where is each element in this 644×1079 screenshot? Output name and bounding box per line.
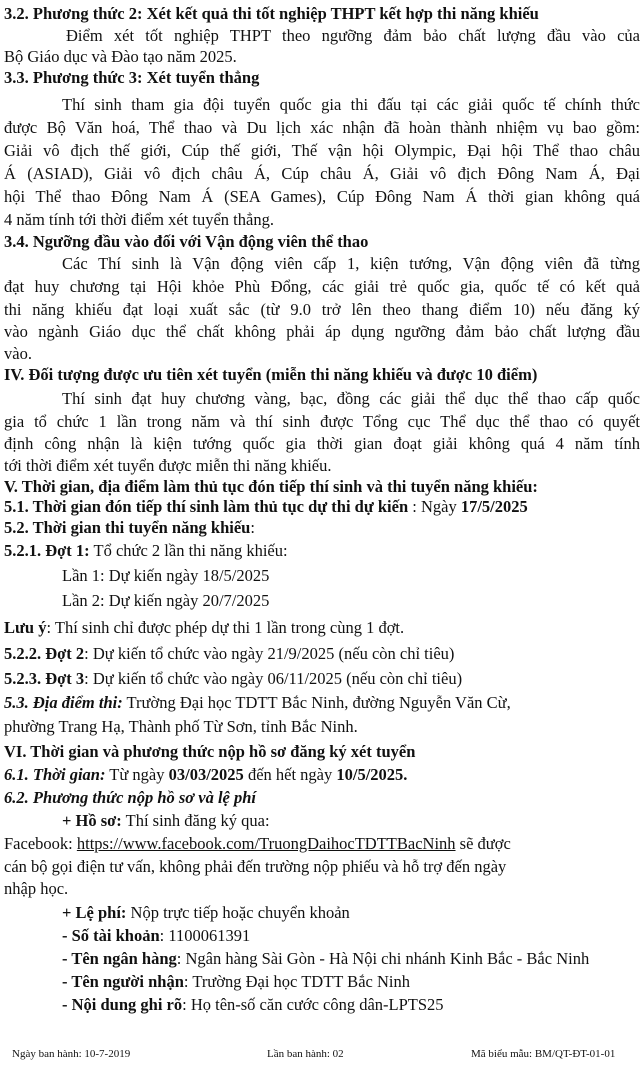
- fee-line: [62, 903, 640, 923]
- transfer-content-label: - Nội dung ghi rõ: [62, 995, 183, 1014]
- section-6-1-text: Từ ngày: [105, 765, 169, 784]
- recipient-label: - Tên người nhận: [62, 972, 184, 991]
- section-5-3-label: 5.3. Địa điểm thi:: [4, 693, 123, 712]
- section-4-line: Thí sinh đạt huy chương vàng, bạc, đồng các giải thể dục thể thao cấp quốc: [62, 389, 640, 408]
- section-3-4-line: Các Thí sinh là Vận động viên cấp 1, kiện tướng, Vận động viên đã từng: [62, 254, 640, 273]
- dossier-text: Thí sinh đăng ký qua:: [121, 811, 270, 830]
- section-5-2-2-label: 5.2.2. Đợt 2: [4, 644, 85, 663]
- facebook-tail: sẽ được: [455, 834, 511, 853]
- section-5-3-text: Trường Đại học TDTT Bắc Ninh, đường Nguyễn Văn Cừ,: [122, 693, 511, 712]
- account-number-label: - Số tài khoản: [62, 926, 160, 945]
- section-5-2-3-label: 5.2.3. Đợt 3: [4, 669, 85, 688]
- recipient-line: [62, 972, 640, 992]
- section-3-4-line: thi năng khiếu đạt loại xuất sắc (từ 9.0 trở lên theo thang điểm 10) nếu đăng ký: [4, 300, 640, 319]
- section-6-heading: VI. Thời gian và phương thức nộp hồ sơ đăng ký xét tuyển: [4, 742, 416, 761]
- section-3-2-line: Bộ Giáo dục và Đào tạo năm 2025.: [4, 47, 237, 66]
- section-5-1-label: 5.1. Thời gian đón tiếp thí sinh làm thủ tục dự thi dự kiến: [4, 497, 409, 516]
- section-3-3-line: 4 năm tính tới thời điểm xét tuyển thẳng.: [4, 210, 274, 229]
- transfer-content-text: : Họ tên-số căn cước công dân-LPTS25: [182, 995, 444, 1014]
- note-text: : Thí sinh chỉ được phép dự thi 1 lần trong cùng 1 đợt.: [46, 618, 405, 637]
- section-6-1-text: đến hết ngày: [243, 765, 337, 784]
- dossier-label: + Hồ sơ:: [62, 811, 122, 830]
- facebook-line: cán bộ gọi điện tư vấn, không phải đến trường nộp phiếu và hỗ trợ đến ngày: [4, 857, 507, 876]
- note-label: Lưu ý: [4, 618, 47, 637]
- section-6-1-line: [4, 765, 640, 785]
- footer-issue-date: Ngày ban hành: 10-7-2019: [12, 1048, 131, 1060]
- section-3-3-heading: 3.3. Phương thức 3: Xét tuyển thẳng: [4, 68, 260, 87]
- start-date: 03/03/2025: [168, 765, 244, 784]
- section-5-1-date: 17/5/2025: [460, 497, 528, 516]
- section-5-2-line: [4, 518, 640, 538]
- section-6-1-label: 6.1. Thời gian:: [4, 765, 106, 784]
- bank-name-line: [62, 949, 640, 969]
- section-5-2-2-text: : Dự kiến tổ chức vào ngày 21/9/2025 (nếu còn chỉ tiêu): [84, 644, 455, 663]
- footer-form-code: Mã biểu mẫu: BM/QT-ĐT-01-01: [471, 1048, 616, 1060]
- section-3-3-line: Giải vô địch thế giới, Cúp thế giới, Thế vận hội Olympic, Đại hội Thể thao châu: [4, 141, 640, 160]
- section-5-2-3-text: : Dự kiến tổ chức vào ngày 06/11/2025 (nếu còn chỉ tiêu): [84, 669, 463, 688]
- end-date: 10/5/2025.: [336, 765, 408, 784]
- fee-text: Nộp trực tiếp hoặc chuyển khoản: [126, 903, 350, 922]
- section-5-2-colon: :: [250, 518, 255, 537]
- section-4-line: tới thời điểm xét tuyển được miễn thi năng khiếu.: [4, 456, 332, 475]
- round-2-date: Lần 2: Dự kiến ngày 20/7/2025: [62, 591, 270, 610]
- note-line: [4, 618, 640, 638]
- facebook-label: Facebook:: [4, 834, 77, 853]
- bank-name-label: - Tên ngân hàng: [62, 949, 177, 968]
- section-5-2-label: 5.2. Thời gian thi tuyển năng khiếu: [4, 518, 251, 537]
- section-3-4-line: vào ngành Giáo dục thể chất không phải áp dụng ngưỡng đảm bảo chất lượng đầu: [4, 322, 640, 341]
- section-5-1-line: [4, 497, 640, 517]
- section-3-3-line: được Bộ Văn hoá, Thể thao và Du lịch xác nhận đã hoàn thành nhiệm vụ bao gồm:: [4, 118, 640, 137]
- section-4-heading: IV. Đối tượng được ưu tiên xét tuyển (miễn thi năng khiếu và được 10 điểm): [4, 365, 538, 384]
- section-5-heading: V. Thời gian, địa điểm làm thủ tục đón tiếp thí sinh và thi tuyển năng khiếu:: [4, 477, 538, 496]
- section-3-3-line: Thí sinh tham gia đội tuyển quốc gia thi đấu tại các giải quốc tế chính thức: [62, 95, 640, 114]
- round-1-date: Lần 1: Dự kiến ngày 18/5/2025: [62, 566, 270, 585]
- section-5-2-1-text: Tổ chức 2 lần thi năng khiếu:: [89, 541, 288, 560]
- facebook-line: [4, 834, 640, 854]
- section-3-3-line: hội Thể thao Đông Nam Á (SEA Games), Cúp Đông Nam Á thời gian không quá: [4, 187, 640, 206]
- facebook-line: nhập học.: [4, 879, 69, 898]
- bank-name-text: : Ngân hàng Sài Gòn - Hà Nội chi nhánh Kinh Bắc - Bắc Ninh: [176, 949, 590, 968]
- section-5-2-3-line: [4, 669, 640, 689]
- facebook-link[interactable]: https://www.facebook.com/TruongDaihocTDTTBacNinh: [76, 834, 456, 853]
- section-5-1-mid: : Ngày: [408, 497, 461, 516]
- section-5-3-line: [4, 693, 640, 713]
- account-number-line: [62, 926, 640, 946]
- dossier-line: [62, 811, 640, 831]
- section-3-4-line: đạt huy chương tại Hội khỏe Phù Đổng, các giải trẻ quốc gia, quốc tế có kết quả: [4, 277, 640, 296]
- fee-label: + Lệ phí:: [62, 903, 127, 922]
- section-3-4-heading: 3.4. Ngưỡng đầu vào đối với Vận động viên thể thao: [4, 232, 369, 251]
- section-5-2-2-line: [4, 644, 640, 664]
- section-6-2-heading: 6.2. Phương thức nộp hồ sơ và lệ phí: [4, 788, 257, 807]
- footer-revision: Lần ban hành: 02: [267, 1048, 344, 1060]
- section-3-3-line: Á (ASIAD), Giải vô địch châu Á, Cúp châu Á, Giải vô địch Đông Nam Á, Đại: [4, 164, 640, 183]
- section-5-2-1-label: 5.2.1. Đợt 1:: [4, 541, 90, 560]
- account-number-text: : 1100061391: [159, 926, 251, 945]
- section-5-2-1-line: [4, 541, 640, 561]
- recipient-text: : Trường Đại học TDTT Bắc Ninh: [183, 972, 410, 991]
- section-3-2-heading: 3.2. Phương thức 2: Xét kết quả thi tốt nghiệp THPT kết hợp thi năng khiếu: [4, 4, 539, 23]
- section-3-2-line: Điểm xét tốt nghiệp THPT theo ngưỡng đảm bảo chất lượng đầu vào của: [66, 26, 640, 45]
- section-5-3-line: phường Trang Hạ, Thành phố Từ Sơn, tỉnh Bắc Ninh.: [4, 717, 358, 736]
- section-3-4-line: vào.: [4, 344, 32, 363]
- section-4-line: định công nhận là kiện tướng quốc gia thời gian đoạt giải không quá 4 năm tính: [4, 434, 640, 453]
- section-4-line: gia tổ chức 1 lần trong năm và thí sinh được Tổng cục Thể dục thể thao có quyết: [4, 412, 640, 431]
- transfer-content-line: [62, 995, 640, 1015]
